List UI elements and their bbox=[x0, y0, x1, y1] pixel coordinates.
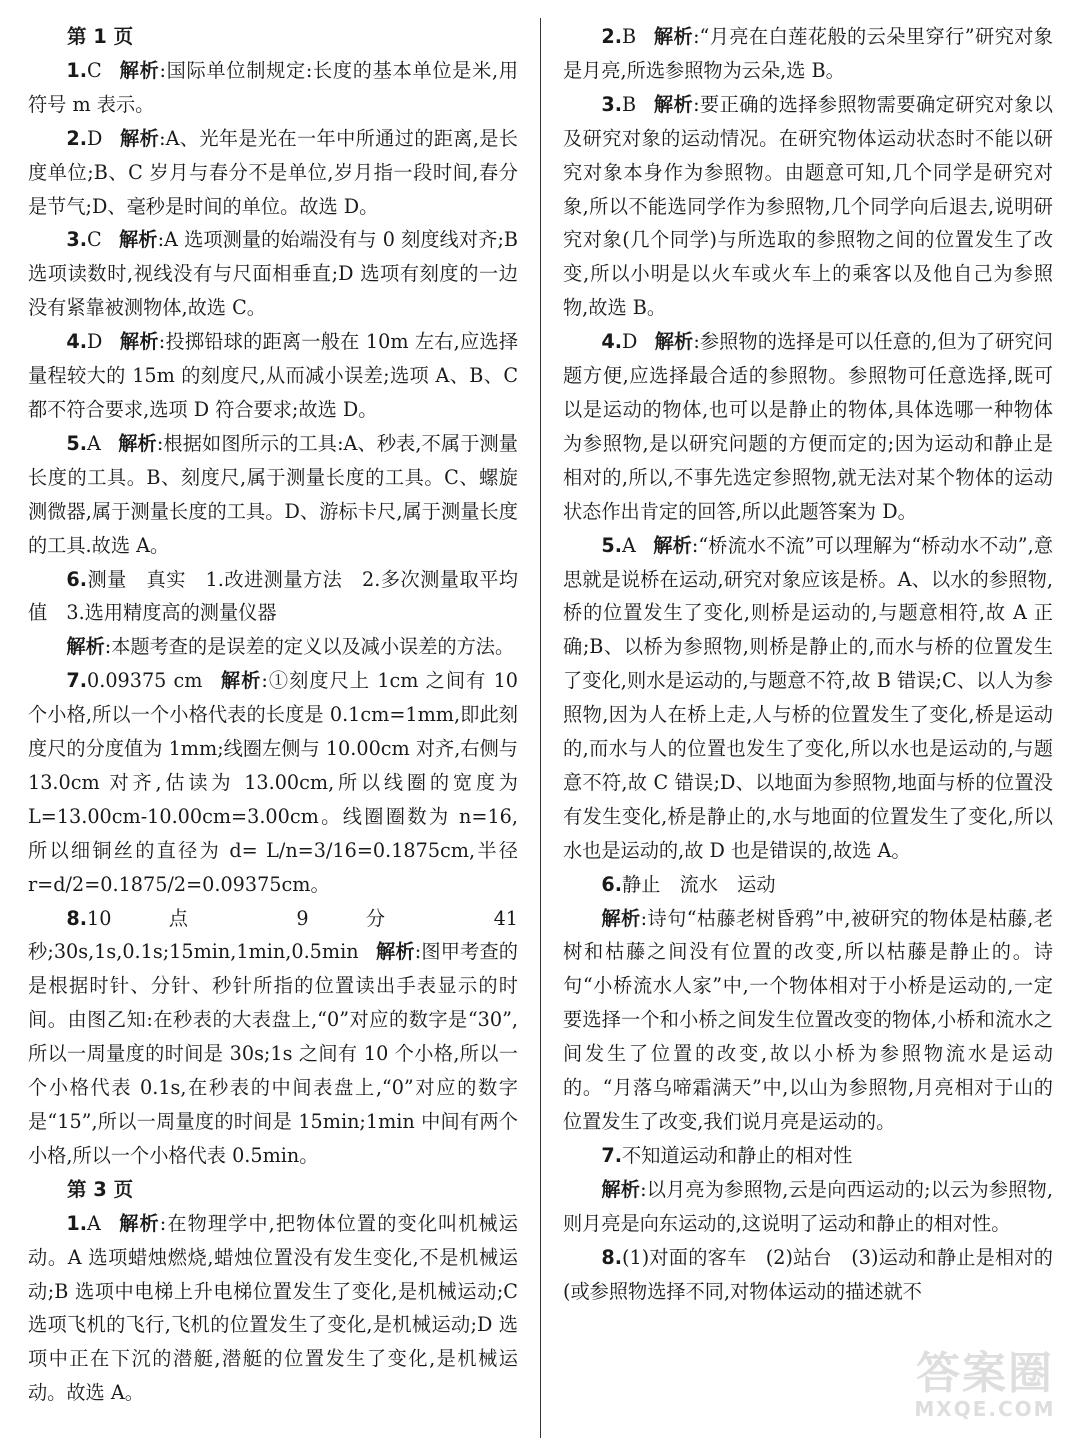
page3-answer-item-6-analysis: 解析:诗句“枯藤老树昏鸦”中,被研究的物体是枯藤,老树和枯藤之间没有位置的改变,所以枯藤是静止的。诗句“小桥流水人家”中,一个物体相对于小桥是运动的,一定要选择一个和小桥之间发生位置改变的物体,小桥和流水之间发生了位置的改变,故以小桥为参照物流水是运动的。“月落乌啼霜满天”中,以山为参照物,月亮相对于山的位置发生了改变,我们说月亮是运动的。 bbox=[563, 906, 1054, 1133]
column-divider bbox=[540, 18, 541, 1438]
page3-answer-item-2: 2.B 解析:“月亮在白莲花般的云朵里穿行”研究对象是月亮,所选参照物为云朵,选 B。 bbox=[563, 25, 1053, 82]
page3-answer-item-7: 7.不知道运动和静止的相对性 bbox=[601, 1143, 853, 1167]
answer-item-1: 1.C 解析:国际单位制规定:长度的基本单位是米,用符号 m 表示。 bbox=[28, 58, 519, 116]
answer-item-4: 4.D 解析:投掷铅球的距离一般在 10m 左右,应选择量程较大的 15m 的刻度尺,从而减小误差;选项 A、B、C 都不符合要求,选项 D 符合要求;故选 D。 bbox=[28, 330, 519, 421]
answer-item-2: 2.D 解析:A、光年是光在一年中所通过的距离,是长度单位;B、C 岁月与春分不是单位,岁月指一段时间,春分是节气;D、毫秒是时间的单位。故选 D。 bbox=[28, 126, 518, 218]
answer-item-6-analysis: 解析:本题考查的是误差的定义以及减小误差的方法。 bbox=[66, 635, 515, 659]
section-heading-page-1: 第 1 页 bbox=[67, 25, 134, 48]
watermark-logo: 答案圈 MXQE.COM bbox=[914, 1348, 1056, 1422]
right-column bbox=[563, 20, 1053, 1308]
answer-item-7: 7.0.09375 cm 解析:①刻度尺上 1cm 之间有 10 个小格,所以一个小格代表的长度是 0.1cm=1mm,即此刻度尺的分度值为 1mm;线圈左侧与 10.00cm 对齐,右侧与 13.0cm 对齐,估读为 13.00cm,所以线圈的宽度为 L=13.00cm-10.00cm=3.00cm。线圈圈数为 n=16,所以细铜丝的直径为 d= L/n=3/16=0.1875cm,半径 r=d/2=0.1875/2=0.09375cm。 bbox=[28, 669, 519, 896]
left-column bbox=[28, 20, 518, 1410]
answer-item-6: 6.测量 真实 1.改进测量方法 2.多次测量取平均值 3.选用精度高的测量仪器 bbox=[28, 567, 518, 625]
answer-item-3: 3.C 解析:A 选项测量的始端没有与 0 刻度线对齐;B 选项读数时,视线没有与尺面相垂直;D 选项有刻度的一边没有紧靠被测物体,故选 C。 bbox=[28, 228, 519, 320]
answer-item-5: 5.A 解析:根据如图所示的工具:A、秒表,不属于测量长度的工具。B、刻度尺,属于测量长度的工具。C、螺旋测微器,属于测量长度的工具。D、游标卡尺,属于测量长度的工具.故选 A。 bbox=[28, 431, 518, 557]
page3-answer-item-6: 6.静止 流水 运动 bbox=[601, 872, 776, 896]
answer-item-8: 8.10 点 9 分 41 秒;30s,1s,0.1s;15min,1min,0.5min 解析:图甲考查的是根据时针、分针、秒针所指的位置读出手表显示的时间。由图乙知:在秒表的大表盘上,“0”对应的数字是“30”,所以一周量度的时间是 30s;1s 之间有 10 个小格,所以一个小格代表 0.1s,在秒表的中间表盘上,“0”对应的数字是“15”,所以一周量度的时间是 15min;1min 中间有两个小格,所以一个小格代表 0.5min。 bbox=[28, 906, 518, 1167]
page3-answer-item-7-analysis: 解析:以月亮为参照物,云是向西运动的;以云为参照物,则月亮是向东运动的,这说明了运动和静止的相对性。 bbox=[563, 1177, 1053, 1235]
section-heading-page-3: 第 3 页 bbox=[67, 1177, 134, 1201]
page3-answer-item-3: 3.B 解析:要正确的选择参照物需要确定研究对象以及研究对象的运动情况。在研究物体运动状态时不能以研究对象本身作为参照物。由题意可知,几个同学是研究对象,所以不能选同学作为参照物,几个同学向后退去,说明研究对象(几个同学)与所选取的参照物之间的位置发生了改变,所以小明是以火车或火车上的乘客以及他自己为参照物,故选 B。 bbox=[563, 92, 1053, 320]
page3-answer-item-1: 1.A 解析:在物理学中,把物体位置的变化叫机械运动。A 选项蜡烛燃烧,蜡烛位置没有发生变化,不是机械运动;B 选项中电梯上升电梯位置发生了变化,是机械运动;C 选项飞机的飞行,飞机的位置发生了变化,是机械运动;D 选项中正在下沉的潜艇,潜艇的位置发生了变化,是机械运动。故选 A。 bbox=[28, 1211, 518, 1405]
page3-answer-item-5: 5.A 解析:“桥流水不流”可以理解为“桥动水不动”,意思就是说桥在运动,研究对象应该是桥。A、以水的参照物,桥的位置发生了变化,则桥是运动的,与题意相符,故 A 正确;B、以桥为参照物,则桥是静止的,而水与桥的位置发生了变化,则水是运动的,与题意不符,故 B 错误;C、以人为参照物,因为人在桥上走,人与桥的位置发生了变化,桥是运动的,而水与人的位置也发生了变化,所以水也是运动的,与题意不符,故 C 错误;D、以地面为参照物,地面与桥的位置没有发生变化,桥是静止的,水与地面的位置发生了变化,所以水也是运动的,故 D 也是错误的,故选 A。 bbox=[563, 533, 1054, 862]
page3-answer-item-8: 8.(1)对面的客车 (2)站台 (3)运动和静止是相对的(或参照物选择不同,对物体运动的描述就不 bbox=[563, 1245, 1053, 1303]
page3-answer-item-4: 4.D 解析:参照物的选择是可以任意的,但为了研究问题方便,应选择最合适的参照物。参照物可任意选择,既可以是运动的物体,也可以是静止的物体,具体选哪一种物体为参照物,是以研究问题的方便而定的;因为运动和静止是相对的,所以,不事先选定参照物,就无法对某个物体的运动状态作出肯定的回答,所以此题答案为 D。 bbox=[563, 330, 1053, 523]
